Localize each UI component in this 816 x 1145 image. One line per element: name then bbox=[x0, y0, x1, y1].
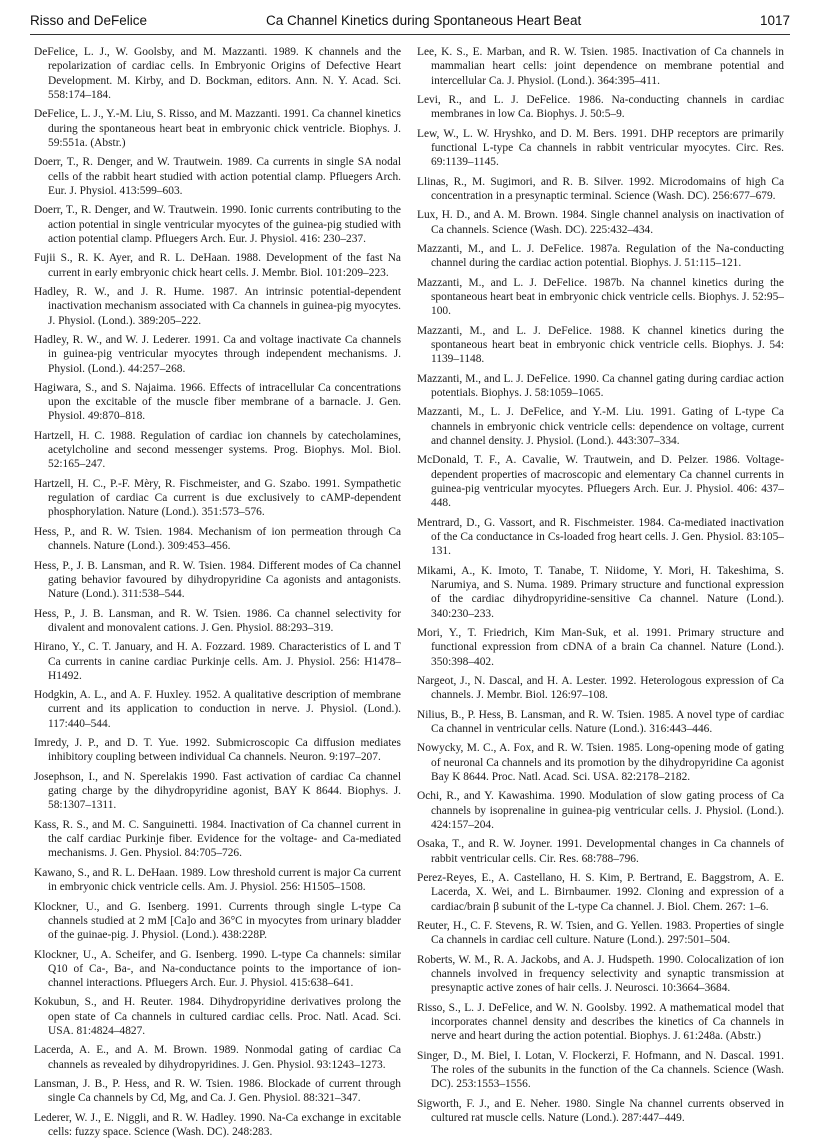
reference-entry: Osaka, T., and R. W. Joyner. 1991. Developmental changes in Ca channels of rabbit ventricular cells. Cir. Res. 68:788–796. bbox=[417, 838, 784, 865]
reference-entry: Kokubun, S., and H. Reuter. 1984. Dihydropyridine derivatives prolong the open state of Ca channels in cultured cardiac cells. Proc. Natl. Acad. Sci. USA. 81:4824–4827. bbox=[34, 996, 401, 1038]
reference-entry: Fujii S., R. K. Ayer, and R. L. DeHaan. 1988. Development of the fast Na current in early embryonic chick heart cells. J. Membr. Biol. 101:209–223. bbox=[34, 252, 401, 279]
reference-entry: Klockner, U., and G. Isenberg. 1991. Currents through single L-type Ca channels studied at 2 mM [Ca]o and 36°C in myocytes from urinary bladder of the guinae-pig. J. Physiol. (Lond.). 438:228P. bbox=[34, 900, 401, 942]
reference-entry: Hadley, R. W., and W. J. Lederer. 1991. Ca and voltage inactivate Ca channels in guinea-pig ventricular myocytes through independent mechanisms. J. Physiol. (Lond.). 44:257–268. bbox=[34, 333, 401, 375]
reference-entry: Hirano, Y., C. T. January, and H. A. Fozzard. 1989. Characteristics of L and T Ca currents in canine cardiac Purkinje cells. Am. J. Physiol. 256: H1478–H1492. bbox=[34, 641, 401, 682]
reference-entry: Hess, P., J. B. Lansman, and R. W. Tsien. 1984. Different modes of Ca channel gating behavior favoured by dihydropyridine Ca agonists and antagonists. Nature (Lond.). 311:538–544. bbox=[34, 559, 401, 601]
reference-entry: Hartzell, H. C., P.-F. Mèry, R. Fischmeister, and G. Szabo. 1991. Sympathetic regulation of cardiac Ca current is due exclusively to cAMP-dependent phosphorylation. Nature (Lond.). 351:573–576. bbox=[34, 477, 401, 519]
reference-entry: Nilius, B., P. Hess, B. Lansman, and R. W. Tsien. 1985. A novel type of cardiac Ca channel in ventricular cells. Nature (Lond.). 316:443–446. bbox=[417, 708, 784, 735]
reference-entry: Roberts, W. M., R. A. Jackobs, and A. J. Hudspeth. 1990. Colocalization of ion channels involved in frequency selectivity and synaptic transmission at presynaptic active zones of hair cells. J. Neurosci. 10:3664–3684. bbox=[417, 953, 784, 995]
reference-entry: Reuter, H., C. F. Stevens, R. W. Tsien, and G. Yellen. 1983. Properties of single Ca channels in cardiac cell culture. Nature (Lond.). 297:501–504. bbox=[417, 919, 784, 947]
reference-entry: Hagiwara, S., and S. Najaima. 1966. Effects of intracellular Ca concentrations upon the excitable of the muscle fiber membrane of a barnacle. J. Gen. Physiol. 49:870–818. bbox=[34, 381, 401, 423]
reference-entry: Ochi, R., and Y. Kawashima. 1990. Modulation of slow gating process of Ca channels by isoprenaline in guinea-pig ventricular cells. J. Physiol. (Lond.). 424:157–204. bbox=[417, 790, 784, 831]
reference-entry: Lederer, W. J., E. Niggli, and R. W. Hadley. 1990. Na-Ca exchange in excitable cells: fuzzy space. Science (Wash. DC). 248:283. bbox=[34, 1111, 401, 1139]
references-left-column bbox=[34, 45, 401, 1145]
references-right-column bbox=[417, 45, 784, 1130]
reference-entry: Hess, P., J. B. Lansman, and R. W. Tsien. 1986. Ca channel selectivity for divalent and monovalent cations. J. Gen. Physiol. 88:293–319. bbox=[34, 607, 401, 634]
reference-entry: DeFelice, L. J., W. Goolsby, and M. Mazzanti. 1989. K channels and the repolarization of cardiac cells. In Embryonic Origins of Defective Heart Development. M. Kirby, and D. Bockman, editors. Ann. N. Y. Acad. Sci. 558:174–184. bbox=[34, 46, 401, 101]
reference-entry: Doerr, T., R. Denger, and W. Trautwein. 1989. Ca currents in single SA nodal cells of the rabbit heart studied with action potential clamp. Pfluegers Arch. Eur. J. Physiol. 413:599–603. bbox=[34, 156, 401, 197]
reference-entry: Lee, K. S., E. Marban, and R. W. Tsien. 1985. Inactivation of Ca channels in mammalian heart cells: joint dependence on membrane potential and intercellular Ca. J. Physiol. (Lond.). 364:395–411. bbox=[417, 46, 784, 87]
page-number: 1017 bbox=[759, 13, 790, 28]
reference-entry: Hadley, R. W., and J. R. Hume. 1987. An intrinsic potential-dependent inactivation mechanism associated with Ca channels in guinea-pig myocytes. J. Physiol. (Lond.). 389:205–222. bbox=[34, 285, 401, 327]
reference-entry: Mazzanti, M., and L. J. DeFelice. 1987a. Regulation of the Na-conducting channel during the cardiac action potential. Biophys. J. 51:115–121. bbox=[417, 243, 784, 270]
reference-entry: Perez-Reyes, E., A. Castellano, H. S. Kim, P. Bertrand, E. Baggstrom, A. E. Lacerda, X. Wei, and L. Birnbaumer. 1992. Cloning and expression of a cardiac/brain β subunit of the L-type Ca channel. J. Biol. Chem. 267: 1–6. bbox=[417, 871, 784, 913]
header-rule bbox=[30, 34, 790, 35]
reference-entry: Risso, S., L. J. DeFelice, and W. N. Goolsby. 1992. A mathematical model that incorporates channel density and describes the kinetics of Ca channels in nerve and heart during the action potential. Biophys. J. 61:248a. (Abstr.) bbox=[417, 1001, 784, 1043]
reference-entry: Kass, R. S., and M. C. Sanguinetti. 1984. Inactivation of Ca channel current in the calf cardiac Purkinje fiber. Evidence for the voltage- and Ca-mediated mechanisms. J. Gen. Physiol. 84:705–726. bbox=[34, 818, 401, 860]
reference-entry: Nargeot, J., N. Dascal, and H. A. Lester. 1992. Heterologous expression of Ca channels. J. Membr. Biol. 126:97–108. bbox=[417, 674, 784, 702]
reference-entry: Lux, H. D., and A. M. Brown. 1984. Single channel analysis on inactivation of Ca channels. Science (Wash. DC). 225:432–434. bbox=[417, 209, 784, 236]
reference-entry: Levi, R., and L. J. DeFelice. 1986. Na-conducting channels in cardiac membranes in low Ca. Biophys. J. 50:5–9. bbox=[417, 93, 784, 121]
reference-entry: Doerr, T., R. Denger, and W. Trautwein. 1990. Ionic currents contributing to the action potential in single ventricular myocytes of the guinea-pig studied with action potential clamp. Pfluegers Arch. Eur. J. Physiol. 416: 230–237. bbox=[34, 204, 401, 245]
reference-entry: Hess, P., and R. W. Tsien. 1984. Mechanism of ion permeation through Ca channels. Nature (Lond.). 309:453–456. bbox=[34, 525, 401, 553]
reference-entry: Kawano, S., and R. L. DeHaan. 1989. Low threshold current is major Ca current in embryonic chick ventricle cells. Am. J. Physiol. 256: H1505–1508. bbox=[34, 866, 401, 894]
reference-entry: Lansman, J. B., P. Hess, and R. W. Tsien. 1986. Blockade of current through single Ca channels by Cd, Mg, and Ca. J. Gen. Physiol. 88:321–347. bbox=[34, 1078, 401, 1105]
reference-entry: Mikami, A., K. Imoto, T. Tanabe, T. Niidome, Y. Mori, H. Takeshima, S. Narumiya, and S. Numa. 1989. Primary structure and functional expression of the cardiac dihydropyridine-sensitive Ca channel. Nature (Lond.). 340:230–233. bbox=[417, 564, 784, 620]
reference-entry: Nowycky, M. C., A. Fox, and R. W. Tsien. 1985. Long-opening mode of gating of neuronal Ca channels and its promotion by the dihydropyridine Ca agonist Bay K 8644. Proc. Natl. Acad. Sci. USA. 82:2178–2182. bbox=[417, 742, 784, 783]
reference-entry: Mazzanti, M., L. J. DeFelice, and Y.-M. Liu. 1991. Gating of L-type Ca channels in embryonic chick ventricle cells: dependence on voltage, current and channel density. J. Physiol. (Lond.). 443:307–334. bbox=[417, 406, 784, 447]
reference-entry: Lacerda, A. E., and A. M. Brown. 1989. Nonmodal gating of cardiac Ca channels as revealed by dihydropyridines. J. Gen. Physiol. 93:1243–1273. bbox=[34, 1044, 401, 1071]
reference-entry: Mentrard, D., G. Vassort, and R. Fischmeister. 1984. Ca-mediated inactivation of the Ca conductance in Cs-loaded frog heart cells. J. Gen. Physiol. 83:105–131. bbox=[417, 516, 784, 558]
running-header-title: Ca Channel Kinetics during Spontaneous Heart Beat bbox=[266, 13, 582, 28]
reference-entry: Hartzell, H. C. 1988. Regulation of cardiac ion channels by catecholamines, acetylcholine and second messenger systems. Prog. Biophys. Mol. Biol. 52:165–247. bbox=[34, 429, 401, 471]
reference-entry: Mazzanti, M., and L. J. DeFelice. 1988. K channel kinetics during the spontaneous heart beat in embryonic chick ventricle cells. Biophys. J. 54: 1139–1148. bbox=[417, 324, 784, 366]
reference-entry: Mazzanti, M., and L. J. DeFelice. 1990. Ca channel gating during cardiac action potentials. Biophys. J. 58:1059–1065. bbox=[417, 372, 784, 399]
running-header bbox=[30, 13, 790, 31]
reference-entry: Hodgkin, A. L., and A. F. Huxley. 1952. A qualitative description of membrane current and its application to conduction in nerve. J. Physiol. (Lond.). 117:440–544. bbox=[34, 689, 401, 730]
reference-entry: Mori, Y., T. Friedrich, Kim Man-Suk, et al. 1991. Primary structure and functional expression from cDNA of a brain Ca channel. Nature (Lond.). 350:398–402. bbox=[417, 626, 784, 668]
reference-entry: Llinas, R., M. Sugimori, and R. B. Silver. 1992. Microdomains of high Ca concentration in a presynaptic terminal. Science (Wash. DC). 256:677–679. bbox=[417, 175, 784, 202]
reference-entry: Lew, W., L. W. Hryshko, and D. M. Bers. 1991. DHP receptors are primarily functional L-type Ca channels in rabbit ventricular myocytes. Circ. Res. 69:1139–1145. bbox=[417, 127, 784, 169]
running-header-authors: Risso and DeFelice bbox=[30, 13, 148, 28]
reference-entry: Singer, D., M. Biel, I. Lotan, V. Flockerzi, F. Hofmann, and N. Dascal. 1991. The roles of the subunits in the function of the Ca channels. Science (Wash. DC). 253:1553–1556. bbox=[417, 1049, 784, 1091]
reference-entry: Josephson, I., and N. Sperelakis 1990. Fast activation of cardiac Ca channel gating charge by the dihydropyridine agonist, BAY K 8644. Biophys. J. 58:1307–1311. bbox=[34, 770, 401, 812]
reference-entry: DeFelice, L. J., Y.-M. Liu, S. Risso, and M. Mazzanti. 1991. Ca channel kinetics during the spontaneous heart beat in embryonic chick ventricle. Biophys. J. 59:551a. (Abstr.) bbox=[34, 108, 401, 149]
reference-entry: Sigworth, F. J., and E. Neher. 1980. Single Na channel currents observed in cultured rat muscle cells. Nature (Lond.). 287:447–449. bbox=[417, 1097, 784, 1124]
reference-entry: Mazzanti, M., and L. J. DeFelice. 1987b. Na channel kinetics during the spontaneous heart beat in embryonic chick ventricle cells. Biophys. J. 52:95–100. bbox=[417, 276, 784, 318]
reference-entry: Klockner, U., A. Scheifer, and G. Isenberg. 1990. L-type Ca channels: similar Q10 of Ca-, Ba-, and Na-conductance points to the importance of ion-channel interactions. Pfluegers Arch. Eur. J. Physiol. 415:638–641. bbox=[34, 948, 401, 990]
reference-entry: Imredy, J. P., and D. T. Yue. 1992. Submicroscopic Ca diffusion mediates inhibitory coupling between individual Ca channels. Neuron. 9:197–207. bbox=[34, 737, 401, 764]
reference-entry: McDonald, T. F., A. Cavalie, W. Trautwein, and D. Pelzer. 1986. Voltage-dependent properties of macroscopic and elementary Ca channel currents in guinea-pig ventricular myocytes. Pfluegers Arch. Eur. J. Physiol. 406: 437–448. bbox=[417, 454, 784, 510]
